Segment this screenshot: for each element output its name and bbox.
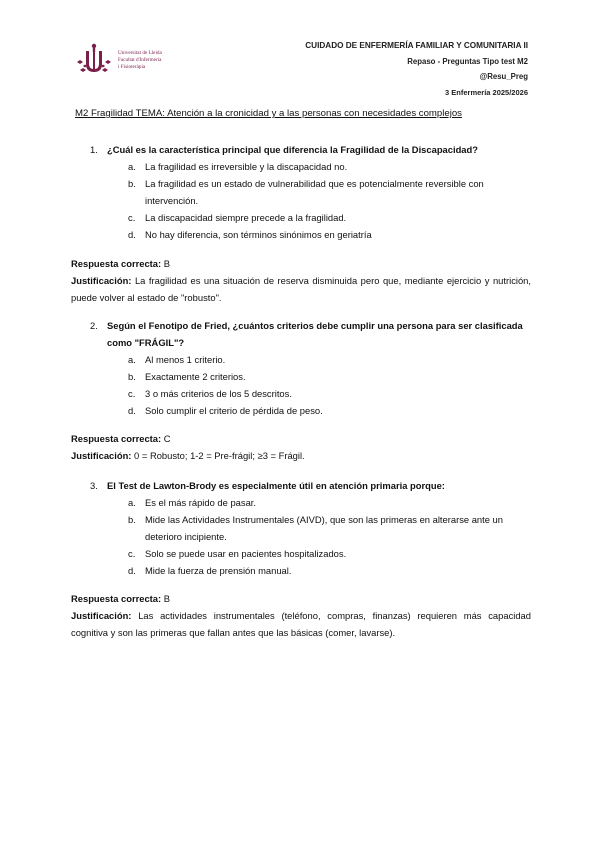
justification xyxy=(71,447,531,464)
option-text: No hay diferencia, son términos sinónimos en geriatría xyxy=(145,229,372,240)
answer-1 xyxy=(71,255,531,306)
option-letter: a. xyxy=(128,161,136,172)
logo-line-2: Facultat d'Infermeria xyxy=(118,57,162,63)
option-letter: c. xyxy=(128,388,136,399)
module-title: M2 Fragilidad TEMA: Atención a la cronicidad y a las personas con necesidades complejos xyxy=(75,108,462,119)
option-b xyxy=(125,511,530,545)
option-text: Mide las Actividades Instrumentales (AIVD), que son las primeras en alterarse ante un deterioro incipiente. xyxy=(145,514,503,542)
question-1 xyxy=(75,141,530,243)
option-d xyxy=(125,562,530,579)
answer-3 xyxy=(71,590,531,641)
correct-answer xyxy=(71,430,531,447)
option-a xyxy=(125,158,530,175)
option-text: La fragilidad es un estado de vulnerabilidad que es potencialmente reversible con intervención. xyxy=(145,178,484,206)
answer-label: Respuesta correcta: xyxy=(71,258,162,269)
university-logo xyxy=(74,40,186,80)
answer-value: C xyxy=(163,433,171,444)
option-text: La fragilidad es irreversible y la discapacidad no. xyxy=(145,161,348,172)
option-text: Al menos 1 criterio. xyxy=(145,354,226,365)
justification xyxy=(71,272,531,306)
question-text xyxy=(75,317,530,351)
option-letter: d. xyxy=(128,565,136,576)
question-2-text: Según el Fenotipo de Fried, ¿cuántos criterios debe cumplir una persona para ser clasificada como "FRÁGIL"? xyxy=(107,320,523,348)
option-letter: a. xyxy=(128,497,136,508)
justification-text: Las actividades instrumentales (teléfono, compras, finanzas) requieren más capacidad cognitiva y son las primeras que fallan antes que las básicas (comer, lavarse). xyxy=(71,610,531,638)
justification xyxy=(71,607,531,641)
question-2 xyxy=(75,317,530,419)
logo-line-3: i Fisioteràpia xyxy=(118,64,146,70)
document-subtitle: Repaso - Preguntas Tipo test M2 xyxy=(407,56,528,66)
option-d xyxy=(125,226,530,243)
question-number: 2. xyxy=(90,320,98,331)
option-b xyxy=(125,368,530,385)
option-text: Solo cumplir el criterio de pérdida de peso. xyxy=(145,405,323,416)
answer-label: Respuesta correcta: xyxy=(71,433,162,444)
option-text: Exactamente 2 criterios. xyxy=(145,371,246,382)
option-a xyxy=(125,351,530,368)
document-header xyxy=(305,38,528,100)
justification-label: Justificación: xyxy=(71,450,132,461)
option-c xyxy=(125,385,530,402)
option-list xyxy=(125,351,530,419)
option-letter: d. xyxy=(128,405,136,416)
option-letter: c. xyxy=(128,212,136,223)
option-letter: b. xyxy=(128,371,136,382)
option-text: La discapacidad siempre precede a la fragilidad. xyxy=(145,212,347,223)
option-text: Mide la fuerza de prensión manual. xyxy=(145,565,292,576)
justification-label: Justificación: xyxy=(71,275,132,286)
option-b xyxy=(125,175,530,209)
question-3-text: El Test de Lawton-Brody es especialmente útil en atención primaria porque: xyxy=(107,480,445,491)
answer-label: Respuesta correcta: xyxy=(71,593,162,604)
question-number: 3. xyxy=(90,480,98,491)
justification-text: La fragilidad es una situación de reserva disminuida pero que, mediante ejercicio y nutrición, puede volver al estado de "robusto". xyxy=(71,275,531,303)
option-list xyxy=(125,158,530,243)
option-text: 3 o más criterios de los 5 descritos. xyxy=(145,388,292,399)
option-letter: c. xyxy=(128,548,136,559)
option-list xyxy=(125,494,530,579)
academic-year: 3 Enfermería 2025/2026 xyxy=(445,87,528,97)
correct-answer xyxy=(71,590,531,607)
option-letter: a. xyxy=(128,354,136,365)
course-title: CUIDADO DE ENFERMERÍA FAMILIAR Y COMUNITARIA II xyxy=(305,41,528,50)
university-crest-icon xyxy=(74,40,114,80)
question-text xyxy=(75,141,530,158)
option-letter: d. xyxy=(128,229,136,240)
option-d xyxy=(125,402,530,419)
logo-wordmark xyxy=(118,50,190,71)
question-1-text: ¿Cuál es la característica principal que diferencia la Fragilidad de la Discapacidad? xyxy=(107,144,478,155)
answer-value: B xyxy=(163,593,171,604)
option-text: Solo se puede usar en pacientes hospitalizados. xyxy=(145,548,347,559)
justification-text: 0 = Robusto; 1-2 = Pre-frágil; ≥3 = Frágil. xyxy=(134,450,305,461)
answer-value: B xyxy=(163,258,171,269)
option-a xyxy=(125,494,530,511)
correct-answer xyxy=(71,255,531,272)
question-number: 1. xyxy=(90,144,98,155)
question-3 xyxy=(75,477,530,579)
answer-2 xyxy=(71,430,531,464)
option-c xyxy=(125,545,530,562)
option-letter: b. xyxy=(128,178,136,189)
option-text: Es el más rápido de pasar. xyxy=(145,497,256,508)
option-letter: b. xyxy=(128,514,136,525)
logo-line-1: Universitat de Lleida xyxy=(118,50,162,56)
author-handle: @Resu_Preg xyxy=(479,72,528,81)
question-text xyxy=(75,477,530,494)
justification-label: Justificación: xyxy=(71,610,132,621)
option-c xyxy=(125,209,530,226)
